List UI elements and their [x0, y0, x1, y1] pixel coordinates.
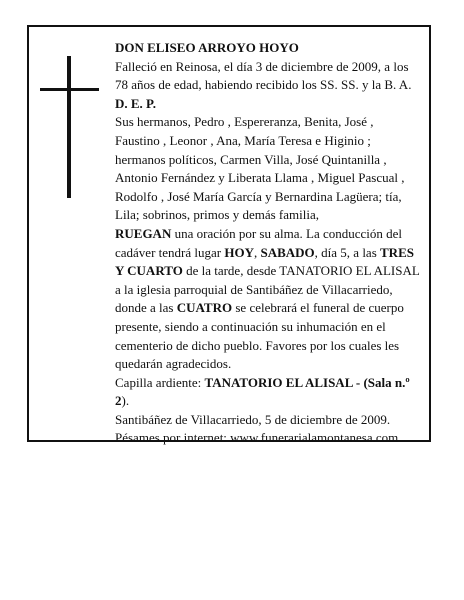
funeral-text: se celebrará el funeral de cuerpo presente, siendo a continuación su inhumación en el cementerio de dicho pueblo. Favores por los cuales les quedarán agradecidos. [115, 300, 404, 372]
prayer-text: una oración por su alma. La conducción del cadáver tendrá lugar [115, 225, 403, 260]
procession-text: de la tarde, desde TANATORIO EL ALISAL a la iglesia parroquial de Santibáñez de Villacarriedo, donde a las [115, 263, 420, 316]
condolences: Pésames por internet: www.funerarialamontanesa.com [115, 430, 399, 446]
ruegan-label: RUEGAN [115, 225, 172, 241]
obituary-notice [27, 25, 431, 446]
sabado-label: SABADO [260, 244, 315, 260]
dep-label: D. E. P. [115, 95, 157, 111]
chapel-name: TANATORIO EL ALISAL - (Sala n.º 2 [115, 374, 410, 409]
comma-text: , [253, 244, 261, 260]
cross-icon [67, 56, 71, 198]
cross-icon-arm [40, 88, 99, 91]
death-details: Falleció en Reinosa, el día 3 de diciembre de 2009, a los 78 años de edad, habiendo recibido los SS. SS. y la B. A. [115, 58, 412, 93]
funeral-time: CUATRO [176, 300, 233, 316]
chapel-label: Capilla ardiente: [115, 374, 205, 390]
obituary-text [115, 39, 421, 448]
day-text: , día 5, a las [314, 244, 381, 260]
family-list: Sus hermanos, Pedro , Espereranza, Benita, José , Faustino , Leonor , Ana, María Teresa e Higinio ; hermanos políticos, Carmen Villa, José Quintanilla , Antonio Fernández y Liberata Llama , Miguel Pascual , Rodolfo , José María García y Bernardina Lagüera; tía, Lila; sobrinos, primos y demás familia, [115, 114, 405, 223]
deceased-name: DON ELISEO ARROYO HOYO [115, 40, 299, 55]
chapel-close: ). [121, 393, 130, 409]
place-date: Santibáñez de Villacarriedo, 5 de diciembre de 2009. [115, 411, 391, 427]
procession-time: TRES Y CUARTO [115, 244, 414, 279]
funeral-announcement [115, 225, 421, 374]
hoy-label: HOY [224, 244, 254, 260]
chapel-info [115, 374, 421, 411]
